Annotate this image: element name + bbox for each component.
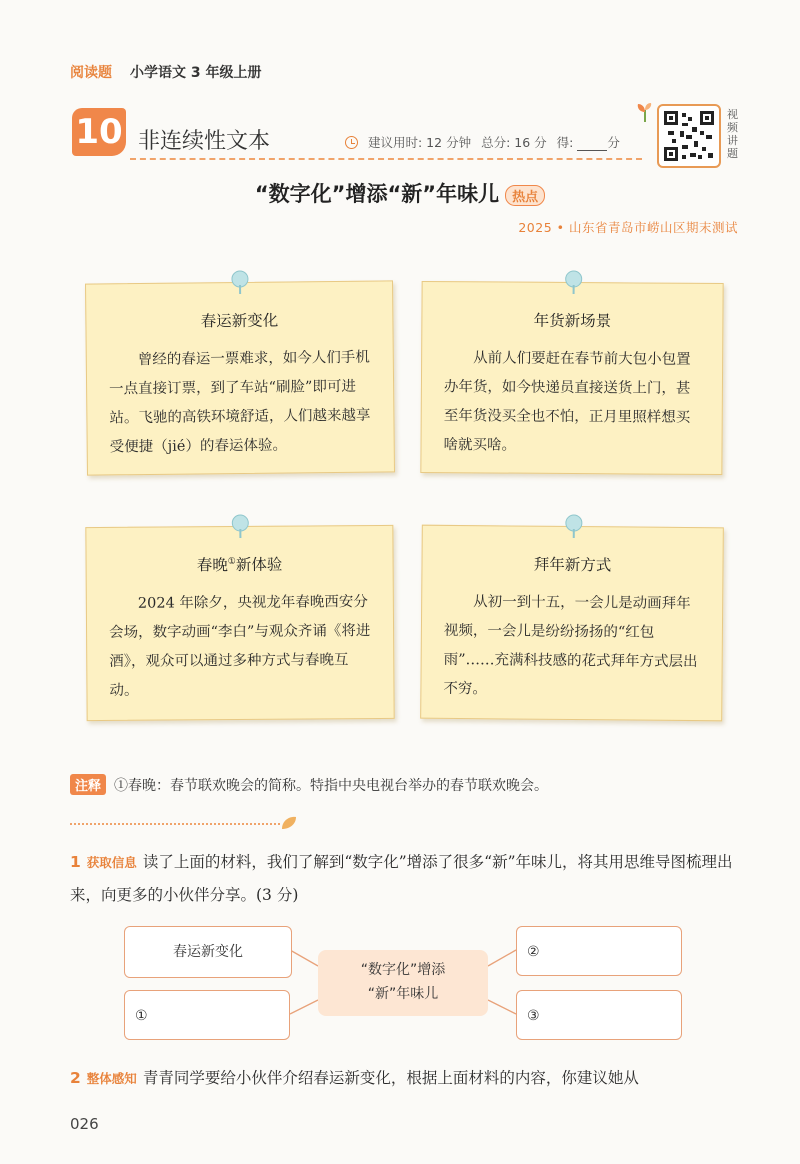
- article-source: 2025 • 山东省青岛市崂山区期末测试: [518, 220, 738, 235]
- page-number: 026: [70, 1115, 99, 1133]
- lesson-title: 非连续性文本: [138, 129, 271, 154]
- mindmap-answer-box[interactable]: ③: [516, 990, 682, 1040]
- article-title: “数字化”增添“新”年味儿: [254, 182, 500, 206]
- note-title: 年货新场景: [533, 311, 612, 331]
- mindmap-center: “数字化”增添 “新”年味儿: [318, 950, 488, 1016]
- mindmap-answer-box[interactable]: ①: [124, 990, 290, 1040]
- question-tag: 整体感知: [86, 1071, 137, 1086]
- mindmap-node: 春运新变化: [124, 926, 292, 978]
- score-label: 总分: 16 分: [481, 135, 547, 150]
- question-tag: 获取信息: [86, 855, 137, 870]
- note-title: 拜年新方式: [533, 555, 612, 575]
- lesson-number: 10: [72, 108, 126, 156]
- qr-label: 视频讲题: [727, 108, 738, 160]
- footnote-marker: ①: [227, 556, 236, 567]
- note-title: 春晚①新体验: [196, 555, 283, 575]
- question-2: [70, 1062, 740, 1095]
- question-number: 1: [70, 853, 81, 871]
- note-title: 春运新变化: [200, 311, 279, 331]
- note-body: 2024 年除夕，央视龙年春晚西安分会场，数字动画“李白”与观众齐诵《将进酒》，观众可以通过多种方式与春晚互动。: [109, 594, 371, 699]
- note-body: 从初一到十五，一会儿是动画拜年视频，一会儿是纷纷扬扬的“红包雨”……充满科技感的花式拜年方式层出不穷。: [443, 594, 698, 698]
- hot-badge: 热点: [505, 185, 545, 206]
- question-text: 青青同学要给小伙伴介绍春运新变化，根据上面材料的内容，你建议她从: [142, 1069, 639, 1087]
- got-label: 得:: [556, 135, 574, 150]
- annotation-tag: 注释: [70, 774, 106, 795]
- annotation-text: ①春晚：春节联欢晚会的简称。特指中央电视台举办的春节联欢晚会。: [114, 777, 549, 794]
- mindmap-answer-box[interactable]: ②: [516, 926, 682, 976]
- section-category: 阅读题: [70, 65, 112, 81]
- note-body: 曾经的春运一票难求，如今人们手机一点直接订票，到了车站“刷脸”即可进站。飞驰的高铁环境舒适，人们越来越享受便捷（jié）的春运体验。: [109, 349, 371, 456]
- question-text: 读了上面的材料，我们了解到“数字化”增添了很多“新”年味儿，将其用思维导图梳理出来，向更多的小伙伴分享。(3 分): [70, 853, 733, 904]
- got-unit: 分: [607, 135, 620, 150]
- time-label: 建议用时: 12 分钟: [368, 135, 472, 150]
- book-title: 小学语文 3 年级上册: [130, 65, 262, 81]
- note-body: 从前人们要赶在春节前大包小包置办年货，如今快递员直接送货上门，甚至年货没买全也不怕，正月里照样想买啥就买啥。: [443, 350, 691, 454]
- question-number: 2: [70, 1069, 81, 1087]
